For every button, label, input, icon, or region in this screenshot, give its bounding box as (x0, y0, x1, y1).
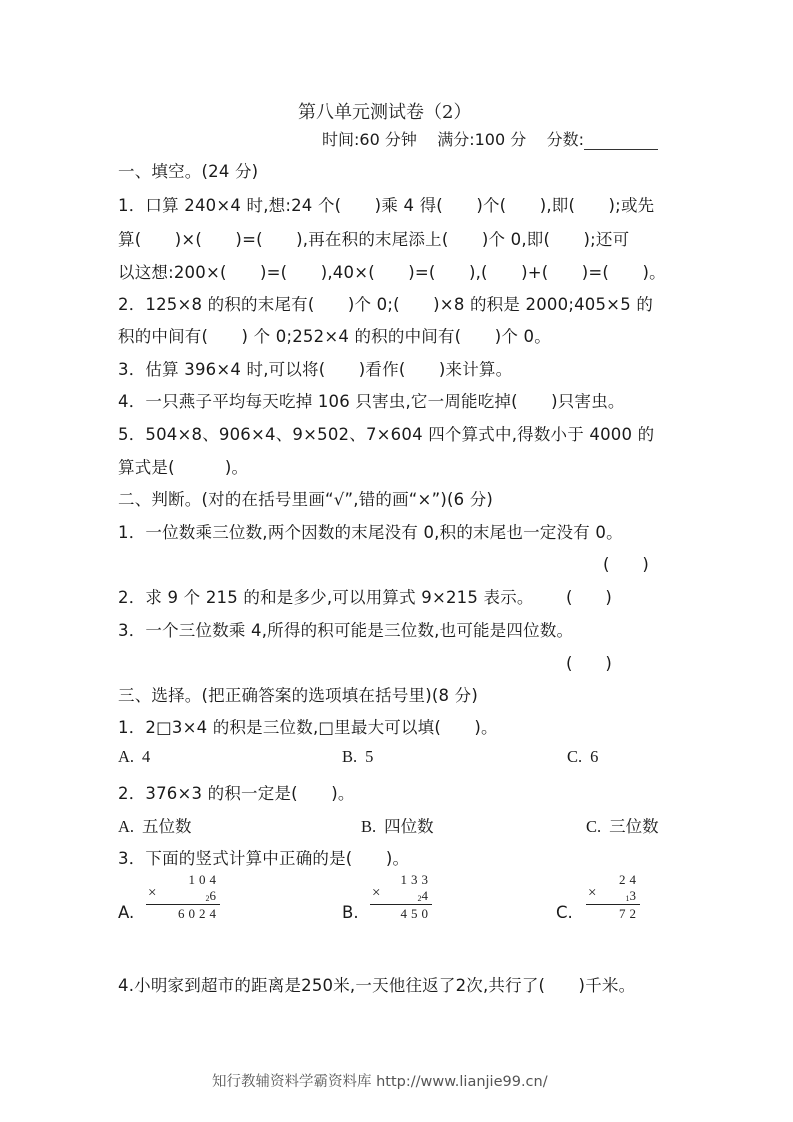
vertical-calc-c: 24 × 13 72 (588, 872, 640, 921)
question-line: 4．一只燕子平均每天吃掉 106 只害虫,它一周能吃掉( )只害虫。 (118, 392, 625, 411)
answer-bracket-3[interactable]: ( ) (566, 654, 612, 673)
vertical-calc-b: 133 × 24 450 (372, 872, 432, 921)
question-line: 算式是( )。 (118, 458, 249, 477)
times-sign: × (148, 885, 157, 901)
question-line: 积的中间有( ) 个 0;252×4 的积的中间有( )个 0。 (118, 327, 551, 346)
calc-rule (370, 904, 432, 905)
option-c[interactable]: C. 三位数 (586, 817, 659, 836)
option-a[interactable]: A. 4 (118, 747, 151, 766)
question-line: 2．125×8 的积的末尾有( )个 0;( )×8 的积是 2000;405×5 的 (118, 295, 654, 314)
option-b[interactable]: B. 四位数 (361, 817, 434, 836)
question-line: 以这想:200×( )=( ),40×( )=( ),( )+( )=( )。 (118, 263, 666, 282)
option-b-label[interactable]: B. (342, 903, 359, 922)
times-sign: × (588, 885, 597, 901)
answer-bracket-2[interactable]: ( ) (566, 588, 612, 607)
question-line: 3．估算 396×4 时,可以将( )看作( )来计算。 (118, 360, 513, 379)
calc-rule (146, 904, 220, 905)
full-score: 满分:100 分 (437, 130, 527, 149)
vertical-calc-a: 104 × 26 6024 (148, 872, 220, 921)
calc-rule (586, 904, 640, 905)
judge-item-3: 3．一个三位数乘 4,所得的积可能是三位数,也可能是四位数。 (118, 621, 574, 640)
section-heading-fill: 一、填空。(24 分) (118, 162, 259, 181)
judge-item-1: 1．一位数乘三位数,两个因数的末尾没有 0,积的末尾也一定没有 0。 (118, 523, 623, 542)
choice-question-1: 1．2□3×4 的积是三位数,□里最大可以填( )。 (118, 718, 498, 737)
time-limit: 时间:60 分钟 (322, 130, 417, 149)
times-sign: × (372, 885, 381, 901)
answer-bracket-1[interactable]: ( ) (603, 555, 649, 574)
page-title: 第八单元测试卷（2） (298, 102, 472, 123)
option-c-label[interactable]: C. (556, 903, 573, 922)
question-line: 5．504×8、906×4、9×502、7×604 四个算式中,得数小于 4000 的 (118, 425, 655, 444)
choice-question-4: 4.小明家到超市的距离是250米,一天他往返了2次,共行了( )千米。 (118, 976, 636, 995)
score-blank[interactable] (584, 133, 658, 150)
section-heading-choice: 三、选择。(把正确答案的选项填在括号里)(8 分) (118, 686, 478, 705)
exam-meta (322, 127, 658, 150)
choice-question-2: 2．376×3 的积一定是( )。 (118, 784, 355, 803)
score-label: 分数: (546, 130, 584, 149)
option-c[interactable]: C. 6 (567, 747, 599, 766)
footer-watermark: 知行教辅资料学霸资料库 http://www.lianjie99.cn/ (212, 1074, 548, 1090)
option-a[interactable]: A. 五位数 (118, 817, 192, 836)
option-b[interactable]: B. 5 (342, 747, 374, 766)
question-line: 1．口算 240×4 时,想:24 个( )乘 4 得( )个( ),即( );或先 (118, 196, 655, 215)
section-heading-judge: 二、判断。(对的在括号里画“√”,错的画“×”)(6 分) (118, 490, 494, 509)
option-a-label[interactable]: A. (118, 903, 135, 922)
question-line: 算( )×( )=( ),再在积的末尾添上( )个 0,即( );还可 (118, 230, 630, 249)
judge-item-2: 2．求 9 个 215 的和是多少,可以用算式 9×215 表示。 (118, 588, 534, 607)
choice-question-3: 3．下面的竖式计算中正确的是( )。 (118, 849, 410, 868)
